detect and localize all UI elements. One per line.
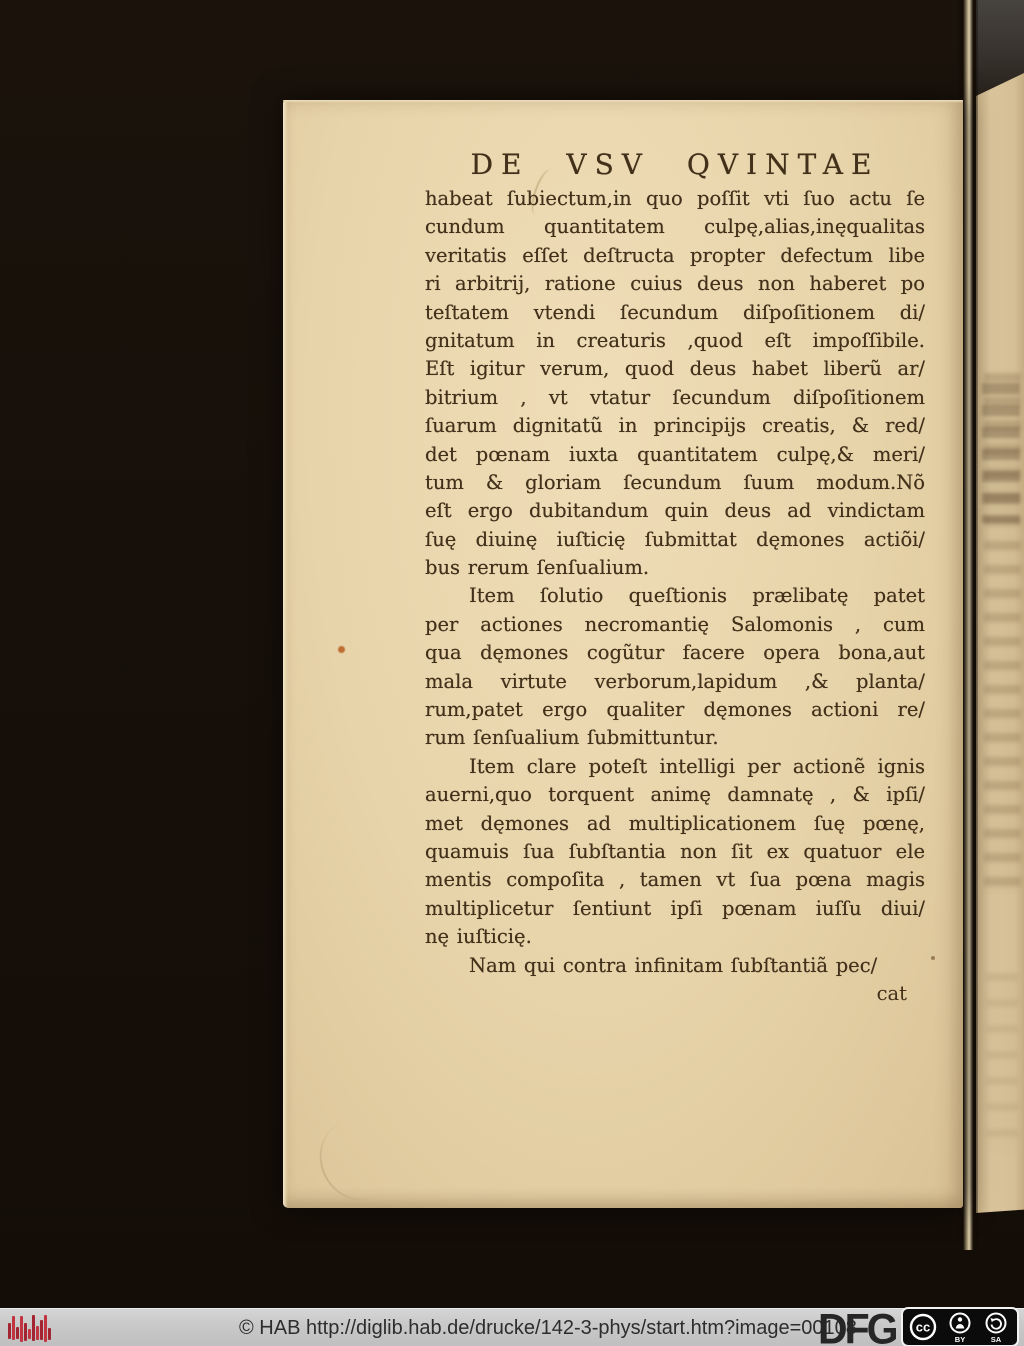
catchword: cat	[876, 981, 907, 1005]
attribution-text: © HAB http://diglib.hab.de/drucke/142-3-phys/start.htm?image=00108	[239, 1317, 857, 1339]
hab-barcode-logo	[8, 1314, 60, 1342]
text-line: gnitatum in creaturis ,quod eſt impoſſibile.	[425, 328, 925, 352]
text-line: mentis compoſita , tamen vt ſua pœna magis	[425, 868, 925, 892]
fore-edge-ink-smudge	[982, 383, 1020, 523]
text-line: Nam qui contra infinitam ſubſtantiã pec/	[469, 953, 878, 977]
catchword-row	[425, 980, 925, 1008]
cc-by-icon	[951, 1314, 970, 1345]
cc-sa-icon	[987, 1314, 1006, 1345]
svg-text:cc: cc	[915, 1319, 931, 1335]
text-line: teſtatem vtendi ſecundum diſpoſitionem di/	[425, 300, 925, 324]
cc-license-badge	[901, 1307, 1019, 1346]
text-line: bus rerum ſenſualium.	[425, 556, 650, 580]
svg-text:SA: SA	[990, 1335, 1002, 1344]
text-line: cundum quantitatem culpę,alias,inęqualitas	[425, 215, 925, 239]
fore-edge-ink-smudge	[986, 973, 1018, 1153]
text-line: ſuę diuinę iuſticię ſubmittat dęmones actiõi/	[425, 527, 925, 551]
text-line: Item ſolutio queſtionis prælibatę patet	[469, 584, 925, 608]
text-line: rum,patet ergo qualiter dęmones actioni re/	[425, 698, 925, 722]
text-line: per actiones necromantię Salomonis , cum	[425, 612, 925, 636]
svg-text:BY: BY	[954, 1335, 966, 1344]
text-line: auerni,quo torquent animę damnatę , & ipſi/	[425, 783, 925, 807]
cc-by-sa-icons	[905, 1310, 1015, 1344]
text-line: ſuarum dignitatũ in principijs creatis, & red/	[425, 414, 925, 438]
footer-bar	[0, 1305, 1024, 1346]
cc-icon	[911, 1315, 935, 1339]
book-page	[283, 100, 963, 1208]
text-line: bitrium , vt vtatur ſecundum diſpoſitionem	[425, 385, 925, 409]
text-line: met dęmones ad multiplicationem ſuę pœnę,	[425, 811, 925, 835]
page-text	[425, 185, 925, 980]
text-line: habeat ſubiectum,in quo poſſit vti ſuo actu ſe	[425, 187, 925, 210]
text-line: quamuis ſua ſubſtantia non ſit ex quatuor ele	[425, 839, 925, 863]
fore-edge-pages	[976, 73, 1024, 1213]
page-heading: DE VSV QVINTAE	[470, 148, 880, 181]
text-line: nę iuſticię.	[425, 925, 532, 949]
text-line: multiplicetur ſentiunt ipſi pœnam iuſſu diui/	[425, 896, 925, 920]
paper-crease	[308, 1109, 405, 1211]
text-line: mala virtute verborum,lapidum ,& planta/	[425, 669, 925, 693]
text-line: veritatis eſſet deſtructa propter defectum libe	[425, 243, 925, 267]
dfg-logo: DFG	[818, 1305, 896, 1346]
text-line: tum & gloriam ſecundum ſuum modum.Nõ	[425, 470, 925, 494]
text-line: eſt ergo dubitandum quin deus ad vindictam	[425, 499, 925, 523]
paper-stain	[931, 956, 935, 960]
text-line: rum ſenſualium ſubmittuntur.	[425, 726, 719, 750]
text-line: Item clare poteſt intelligi per actionẽ ignis	[469, 754, 925, 778]
text-line: det pœnam iuxta quantitatem culpę,& meri/	[425, 442, 925, 466]
paper-stain	[338, 646, 345, 653]
text-line: qua dęmones cogũtur facere opera bona,aut	[425, 641, 925, 665]
text-line: ri arbitrij, ratione cuius deus non haberet po	[425, 272, 925, 296]
text-line: Eſt igitur verum, quod deus habet liberũ ar/	[425, 357, 925, 381]
